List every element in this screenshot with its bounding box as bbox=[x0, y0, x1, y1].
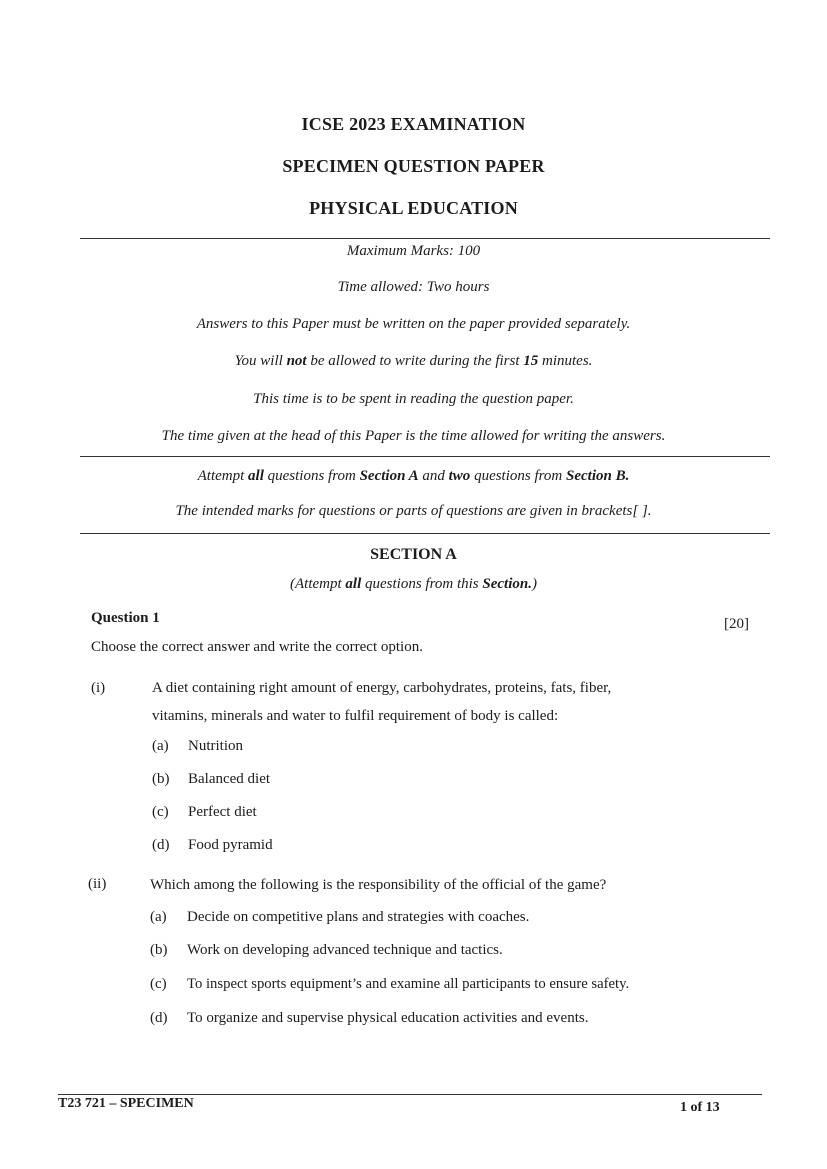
option-letter: (b) bbox=[150, 942, 168, 958]
sub-question-text-continued: vitamins, minerals and water to fulfil requirement of body is called: bbox=[152, 708, 559, 724]
reading-time-note: This time is to be spent in reading the question paper. bbox=[253, 391, 574, 407]
max-marks: Maximum Marks: 100 bbox=[346, 243, 481, 259]
answers-note: Answers to this Paper must be written on the paper provided separately. bbox=[196, 316, 631, 332]
option-letter: (c) bbox=[150, 976, 167, 992]
exam-title: ICSE 2023 EXAMINATION bbox=[301, 114, 526, 134]
section-a-title: SECTION A bbox=[370, 546, 457, 563]
question-1-marks: [20] bbox=[724, 616, 749, 632]
sub-question-number: (ii) bbox=[88, 876, 107, 892]
option-letter: (d) bbox=[152, 837, 170, 853]
sub-question-number: (i) bbox=[91, 680, 106, 696]
header-divider bbox=[80, 238, 770, 239]
option-text: Decide on competitive plans and strategies with coaches. bbox=[187, 909, 530, 925]
not-allowed-note: You will not be allowed to write during the first 15 minutes. bbox=[234, 353, 593, 369]
paper-code: T23 721 – SPECIMEN bbox=[58, 1096, 194, 1111]
attempt-note: Attempt all questions from Section A and two questions from Section B. bbox=[197, 468, 630, 484]
option-letter: (a) bbox=[150, 909, 167, 925]
marks-bracket-note: The intended marks for questions or parts of questions are given in brackets[ ]. bbox=[175, 503, 652, 519]
footer-divider bbox=[58, 1094, 762, 1095]
question-1-instruction: Choose the correct answer and write the correct option. bbox=[91, 639, 423, 655]
option-text: Food pyramid bbox=[188, 837, 273, 853]
option-letter: (a) bbox=[152, 738, 169, 754]
option-letter: (c) bbox=[152, 804, 169, 820]
option-letter: (b) bbox=[152, 771, 170, 787]
paper-type-title: SPECIMEN QUESTION PAPER bbox=[282, 156, 545, 176]
section-a-subtitle: (Attempt all questions from this Section.) bbox=[290, 576, 537, 592]
option-text: To organize and supervise physical education activities and events. bbox=[187, 1010, 589, 1026]
option-text: Balanced diet bbox=[188, 771, 271, 787]
time-allowed: Time allowed: Two hours bbox=[337, 279, 490, 295]
sub-question-text: A diet containing right amount of energy, carbohydrates, proteins, fats, fiber, bbox=[152, 680, 612, 696]
time-given-note: The time given at the head of this Paper is the time allowed for writing the answers. bbox=[161, 428, 666, 444]
option-letter: (d) bbox=[150, 1010, 168, 1026]
question-1-label: Question 1 bbox=[91, 610, 160, 626]
subject-title: PHYSICAL EDUCATION bbox=[309, 198, 518, 218]
instructions-divider bbox=[80, 456, 770, 457]
option-text: To inspect sports equipment’s and examine all participants to ensure safety. bbox=[187, 976, 630, 992]
page-number: 1 of 13 bbox=[680, 1100, 720, 1115]
section-divider bbox=[80, 533, 770, 534]
option-text: Work on developing advanced technique and tactics. bbox=[187, 942, 503, 958]
option-text: Perfect diet bbox=[188, 804, 257, 820]
sub-question-text: Which among the following is the responsibility of the official of the game? bbox=[150, 877, 607, 893]
option-text: Nutrition bbox=[188, 738, 243, 754]
